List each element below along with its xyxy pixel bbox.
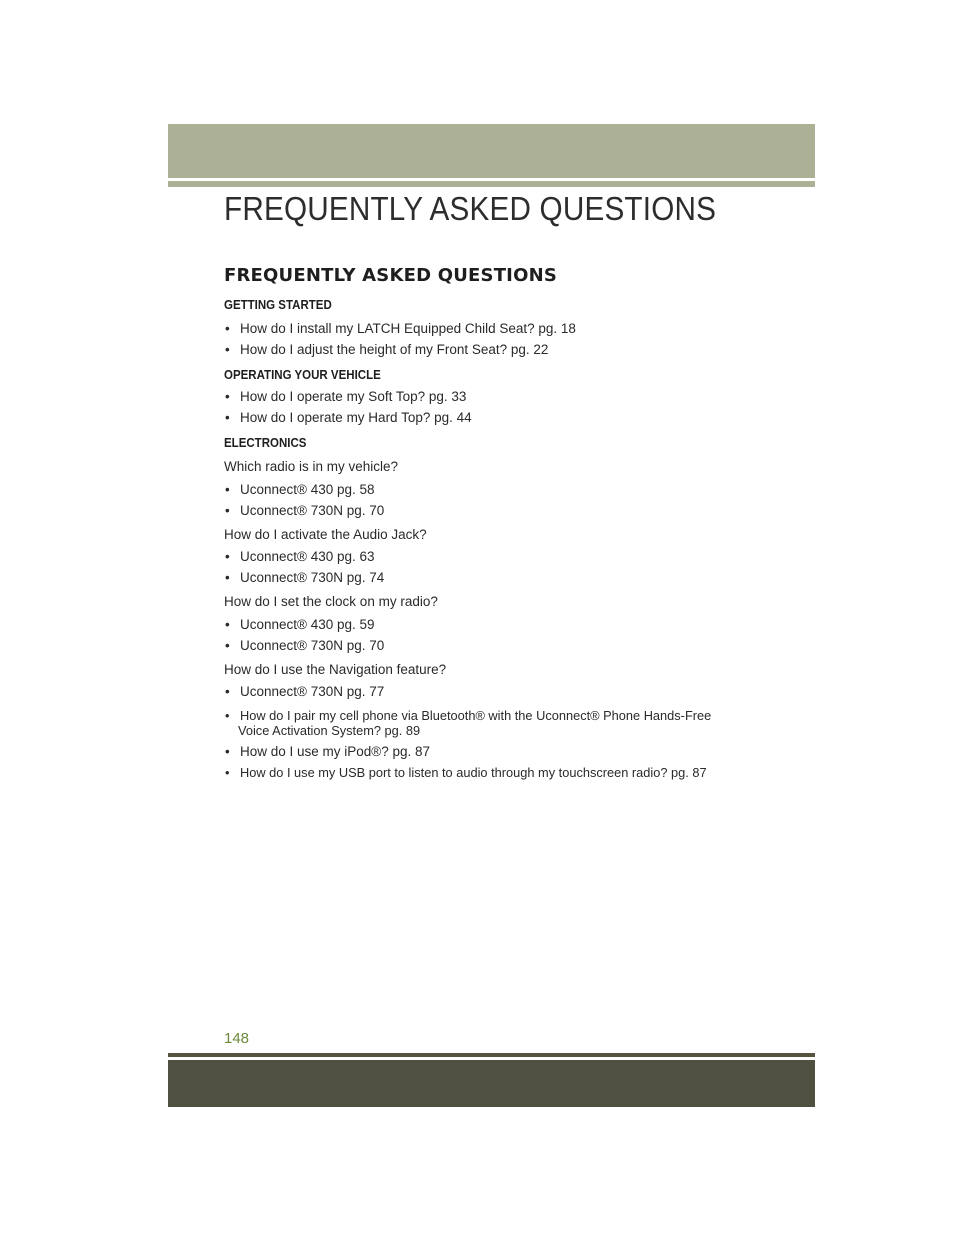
question-audio-jack: How do I activate the Audio Jack?: [224, 527, 427, 542]
section-title: FREQUENTLY ASKED QUESTIONS: [224, 265, 558, 286]
footer-rule: [168, 1053, 815, 1057]
question-navigation: How do I use the Navigation feature?: [224, 662, 447, 677]
list-item: [224, 684, 744, 699]
list-item-text: Uconnect® 730N pg. 70: [240, 638, 385, 653]
list-item-text: How do I operate my Soft Top? pg. 33: [240, 389, 467, 404]
question-clock: How do I set the clock on my radio?: [224, 594, 438, 609]
footer-band: [168, 1060, 815, 1107]
question-radio: Which radio is in my vehicle?: [224, 459, 399, 474]
bullet-icon: •: [225, 570, 230, 585]
bullet-icon: •: [225, 638, 230, 653]
list-item-text: Uconnect® 430 pg. 59: [240, 617, 375, 632]
bullet-icon: •: [225, 389, 230, 404]
list-item: [224, 389, 744, 404]
list-item: [224, 342, 744, 357]
list-item-text-continued: Voice Activation System? pg. 89: [238, 723, 421, 738]
list-item: [224, 410, 744, 425]
subhead-electronics: ELECTRONICS: [224, 436, 307, 450]
bullet-icon: •: [225, 684, 230, 699]
subhead-getting-started: GETTING STARTED: [224, 298, 332, 312]
bullet-icon: •: [225, 321, 230, 336]
list-item-text: How do I pair my cell phone via Bluetooth® with the Uconnect® Phone Hands-Free: [240, 708, 712, 723]
bullet-icon: •: [225, 342, 230, 357]
list-item-text: How do I install my LATCH Equipped Child Seat? pg. 18: [240, 321, 576, 336]
list-item-text: How do I use my iPod®? pg. 87: [240, 744, 431, 759]
bullet-icon: •: [225, 617, 230, 632]
bullet-icon: •: [225, 503, 230, 518]
list-item: [224, 570, 744, 585]
bullet-icon: •: [225, 410, 230, 425]
list-item: [224, 321, 744, 336]
list-item: [224, 617, 744, 632]
list-item: [224, 708, 744, 738]
list-item: [224, 503, 744, 518]
header-rule: [168, 181, 815, 187]
list-item: [224, 638, 744, 653]
list-item: [224, 549, 744, 564]
faq-content: [224, 264, 744, 780]
bullet-icon: •: [225, 765, 230, 780]
list-item-text: Uconnect® 430 pg. 58: [240, 482, 375, 497]
bullet-icon: •: [225, 708, 230, 723]
subhead-operating-vehicle: OPERATING YOUR VEHICLE: [224, 368, 381, 382]
bullet-icon: •: [225, 744, 230, 759]
list-item-text: Uconnect® 730N pg. 77: [240, 684, 385, 699]
list-item-text: How do I operate my Hard Top? pg. 44: [240, 410, 472, 425]
list-item-text: How do I use my USB port to listen to audio through my touchscreen radio? pg. 87: [240, 765, 707, 780]
header-band: [168, 124, 815, 178]
page-number: 148: [224, 1030, 250, 1047]
bullet-icon: •: [225, 549, 230, 564]
list-item: [224, 765, 744, 780]
list-item: [224, 744, 744, 759]
list-item-text: Uconnect® 730N pg. 74: [240, 570, 385, 585]
list-item-text: Uconnect® 730N pg. 70: [240, 503, 385, 518]
list-item-text: How do I adjust the height of my Front Seat? pg. 22: [240, 342, 549, 357]
bullet-icon: •: [225, 482, 230, 497]
list-item: [224, 482, 744, 497]
list-item-text: Uconnect® 430 pg. 63: [240, 549, 375, 564]
chapter-title: FREQUENTLY ASKED QUESTIONS: [224, 190, 717, 227]
